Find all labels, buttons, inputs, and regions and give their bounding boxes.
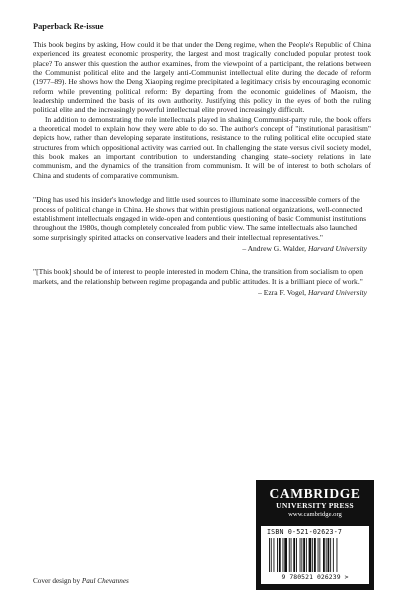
review-attribution-2 bbox=[33, 288, 371, 297]
cover-credit-prefix: Cover design by bbox=[33, 577, 82, 585]
back-cover-text bbox=[33, 22, 371, 297]
barcode-icon bbox=[269, 538, 363, 572]
barcode-box bbox=[261, 526, 369, 584]
reviewer-name-2: – Ezra F. Vogel, bbox=[258, 287, 308, 297]
isbn-text: ISBN 0-521-02623-7 bbox=[267, 528, 343, 536]
reviewer-name-1: – Andrew G. Walder, bbox=[242, 243, 308, 253]
review-attribution-1 bbox=[33, 244, 371, 253]
review-quote-2: "[This book] should be of interest to people interested in modern China, the transition from socialism to open markets, and the relationship between regime propaganda and public attitudes. It is a brilliant piece of work." bbox=[33, 267, 364, 286]
publisher-subtitle: UNIVERSITY PRESS bbox=[276, 501, 354, 510]
barcode-number: 9 780521 026239 > bbox=[281, 573, 349, 581]
cover-designer: Paul Chevannes bbox=[81, 577, 129, 585]
review-quote-1: "Ding has used his insider's knowledge and little used sources to illuminate some inaccessible corners of the process of political change in China. He shows that within prestigious national organizations, well-connected establishment intellectuals engaged in wide-open and contentious questioning of basic Communist institutions throughout the 1980s, though completely concealed from public view. The same intellectuals also launched some surprisingly spirited attacks on conservative leaders and their intellectual representatives." bbox=[33, 195, 367, 242]
description-paragraph-2: In addition to demonstrating the role intellectuals played in shaking Communist-party rule, the book offers a theoretical model to explain how they were able to do so. The author's concept of "institutional parasitism" depicts how, rather than developing separate institutions, resistance to the ruling political elite occupied state structures from which oppositional activity was carried out. In challenging the state versus civil society model, this book makes an important contribution to understanding changing state–society relations in late communism, and the dynamics of the transition from communism. It will be of interest to both scholars of China and students of comparative communism. bbox=[33, 114, 371, 180]
description-paragraph-1: This book begins by asking, How could it be that under the Deng regime, when the People's Republic of China experienced its greatest economic prosperity, the largest and most tragically concluded popular protest took place? To answer this question the author examines, from the viewpoint of a participant, the relations between the Communist political elite and the largely anti-Communist intellectual elite during the decade of reform (1977–89). He shows how the Deng Xiaoping regime precipitated a legitimacy crisis by encouraging economic reform while preventing political reform: By departing from the economic guidelines of Maoism, the leadership undermined the basis of its own authority. Justifying this policy in the eyes of both the ruling political elite and the increasingly powerful intellectual elite proved increasingly difficult. bbox=[33, 40, 371, 115]
reviewer-affiliation-1: Harvard University bbox=[307, 243, 367, 253]
publisher-url: www.cambridge.org bbox=[288, 511, 342, 518]
publisher-block bbox=[256, 480, 374, 590]
publisher-name: CAMBRIDGE bbox=[269, 486, 361, 501]
cover-credit bbox=[33, 577, 129, 585]
reissue-heading: Paperback Re-issue bbox=[33, 22, 104, 31]
reviewer-affiliation-2: Harvard University bbox=[307, 287, 367, 297]
